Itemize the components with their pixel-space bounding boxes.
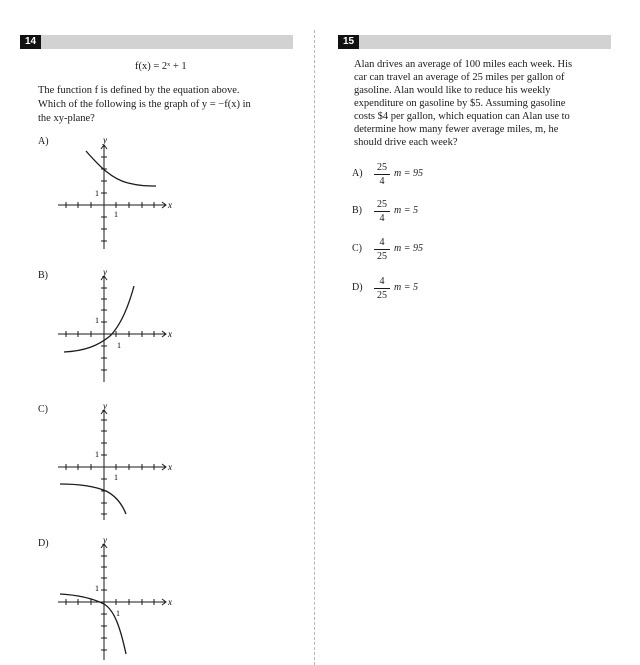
q14-option-a-x-label: x	[168, 200, 172, 210]
q14-option-d-tick-y: 1	[95, 584, 99, 593]
q14-option-a-graph[interactable]	[48, 133, 178, 263]
q14-option-c-x-label: x	[168, 462, 172, 472]
q15-answer-b-numerator: 25	[374, 199, 390, 212]
column-divider	[314, 30, 315, 665]
q14-stem-line1: The function f is defined by the equation above.	[38, 85, 240, 96]
q15-answer-b-rest: m = 5	[394, 205, 418, 216]
q15-answer-d-numerator: 4	[374, 276, 390, 289]
q14-option-c-letter[interactable]: C)	[38, 404, 48, 415]
q15-answer-a-numerator: 25	[374, 162, 390, 175]
q14-option-b-y-label: y	[103, 267, 107, 277]
q14-option-d-tick-x: 1	[116, 609, 120, 618]
q14-option-c-tick-y: 1	[95, 450, 99, 459]
q14-option-d-graph[interactable]	[48, 534, 178, 664]
q14-option-b-curve	[64, 286, 134, 352]
q14-option-d-y-label: y	[103, 535, 107, 545]
q15-answer-b-fraction	[374, 199, 390, 224]
q14-option-b-letter[interactable]: B)	[38, 270, 48, 281]
q14-number-badge: 14	[20, 35, 41, 49]
q15-stem-line1: Alan drives an average of 100 miles each week. His	[354, 59, 573, 70]
q15-stem-line5: costs $4 per gallon, which equation can Alan use to	[354, 111, 570, 122]
q14-stem-line3: the xy-plane?	[38, 113, 95, 124]
q15-header-bar	[338, 35, 611, 49]
q14-option-c-tick-x: 1	[114, 473, 118, 482]
q15-stem-line3: gasoline. Alan would like to reduce his weekly	[354, 85, 551, 96]
q15-number-badge: 15	[338, 35, 359, 49]
q14-stem-line2: Which of the following is the graph of y = −f(x) in	[38, 99, 251, 110]
q14-option-a-tick-x: 1	[114, 210, 118, 219]
q14-option-b-tick-y: 1	[95, 316, 99, 325]
q14-option-d-x-label: x	[168, 597, 172, 607]
q15-answer-b-denominator: 4	[379, 213, 385, 224]
q14-option-b-x-label: x	[168, 329, 172, 339]
q15-stem-line7: should drive each week?	[354, 137, 458, 148]
q14-option-a-tick-y: 1	[95, 189, 99, 198]
q14-header-bar	[20, 35, 293, 49]
q15-answer-b-letter: B)	[352, 205, 362, 216]
q15-answer-c-rest: m = 95	[394, 243, 423, 254]
q14-option-a-letter[interactable]: A)	[38, 136, 49, 147]
q15-answer-d-denominator: 25	[377, 290, 387, 301]
q15-stem-line4: expenditure on gasoline by $5. Assuming gasoline	[354, 98, 566, 109]
q15-stem-line2: car can travel an average of 25 miles per gallon of	[354, 72, 565, 83]
q14-option-c-curve	[60, 484, 126, 514]
q14-option-b-tick-x: 1	[117, 341, 121, 350]
q14-option-d-letter[interactable]: D)	[38, 538, 49, 549]
q14-option-b-graph[interactable]	[48, 266, 178, 396]
q15-answer-d-letter: D)	[352, 282, 363, 293]
q15-answer-a-denominator: 4	[379, 176, 385, 187]
q15-answer-c-numerator: 4	[374, 237, 390, 250]
q14-option-c-graph[interactable]	[48, 400, 178, 530]
q14-option-a-curve	[86, 151, 156, 186]
q15-answer-c-fraction	[374, 237, 390, 262]
q15-answer-a-letter: A)	[352, 168, 363, 179]
q14-option-a-y-label: y	[103, 135, 107, 145]
q15-stem-line6: determine how many fewer average miles, m, he	[354, 124, 559, 135]
q14-equation: f(x) = 2ˣ + 1	[135, 61, 187, 72]
q15-answer-c-denominator: 25	[377, 251, 387, 262]
q15-answer-d-fraction	[374, 276, 390, 301]
q15-answer-d-rest: m = 5	[394, 282, 418, 293]
q15-answer-c-letter: C)	[352, 243, 362, 254]
q14-option-c-y-label: y	[103, 401, 107, 411]
q15-answer-a-fraction	[374, 162, 390, 187]
q15-answer-a-rest: m = 95	[394, 168, 423, 179]
